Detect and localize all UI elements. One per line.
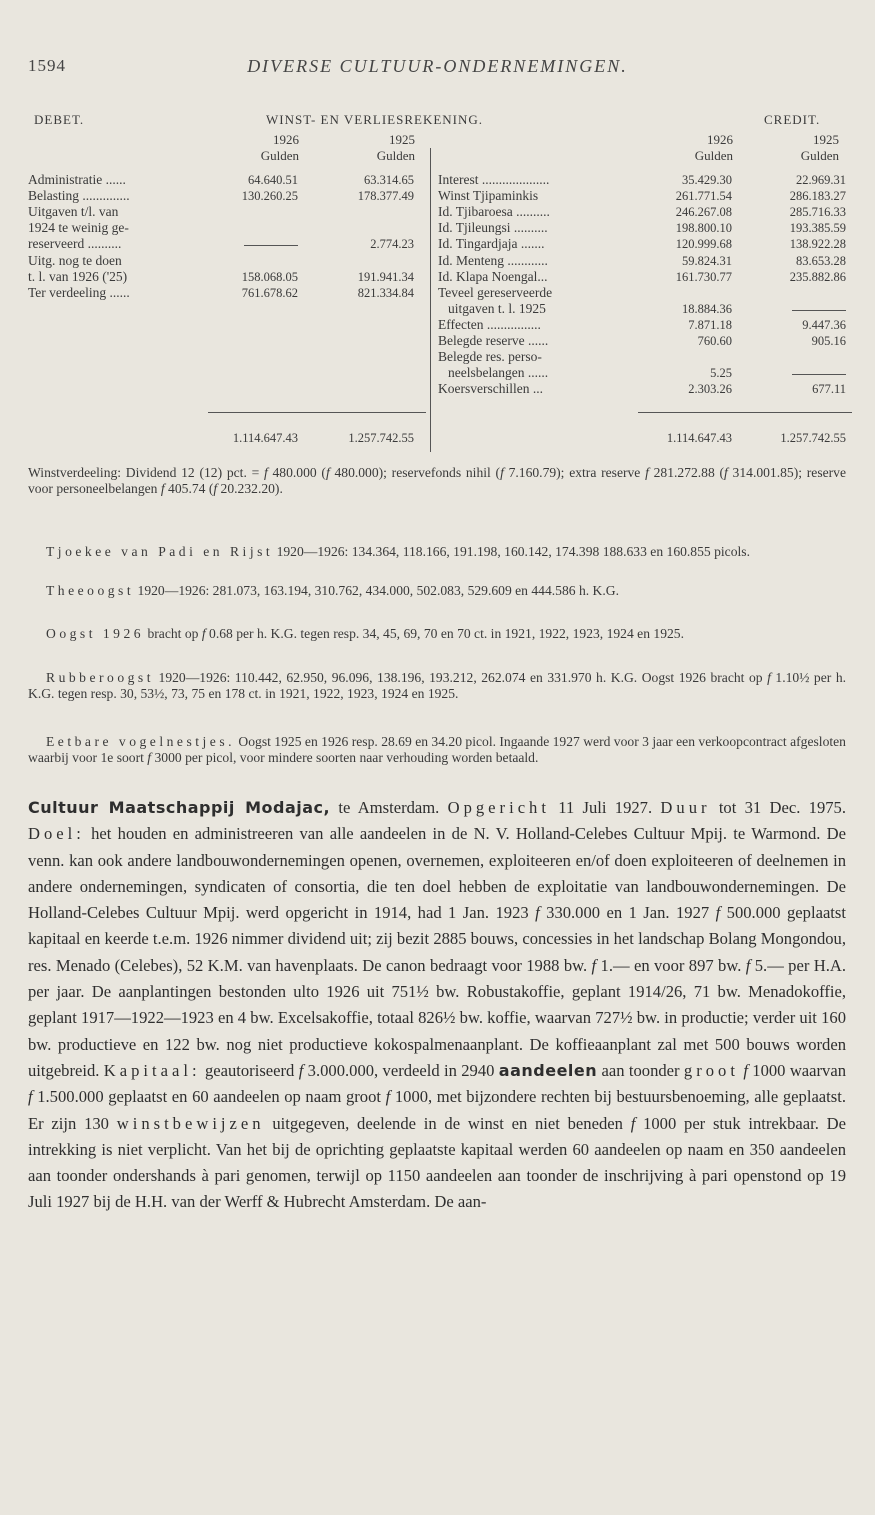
note-label: Tjoekee van Padi en Rijst (46, 544, 274, 559)
florin-sign: f (645, 465, 649, 480)
note-text: 1920—1926: 134.364, 118.166, 191.198, 160.142, 174.398 188.633 en 160.855 picols. (273, 544, 750, 559)
note-text: 405.74 ( (164, 480, 214, 496)
note-label: Oogst 1926 (46, 626, 145, 641)
value-1925: 83.653.28 (796, 254, 846, 268)
note-text: 1920—1926: 110.442, 62.950, 96.096, 138.196, 193.212, 262.074 en 331.970 h. K.G. Oogst 1926 bracht op (153, 670, 768, 685)
row-label: Belegde res. perso- (438, 349, 542, 364)
company-article (28, 795, 846, 1216)
row-label: neelsbelangen ...... (448, 365, 549, 380)
row-label: Effecten ................ (438, 317, 541, 332)
value-1926: 35.429.30 (682, 173, 732, 187)
value-1925: 22.969.31 (796, 173, 846, 187)
florin-sign: f (147, 749, 152, 765)
florin-sign: f (201, 626, 206, 641)
article-text: 1000, met bijzondere rechten bij bestuursbenoeming, alle geplaatst. Er zijn 130 (28, 1087, 846, 1133)
value-1926: 261.771.54 (675, 189, 732, 203)
value-1926: 246.267.08 (675, 205, 732, 219)
section-label: Doel: (28, 824, 85, 844)
article-text: 11 Juli 1927. (549, 798, 661, 817)
note-label: Rubberoogst (46, 670, 154, 685)
florin-sign: f (325, 465, 330, 480)
value-1925 (746, 301, 846, 317)
total-debet-1926: 1.114.647.43 (232, 431, 298, 445)
tea-harvest-note (28, 583, 846, 599)
note-text: 1920—1926: 281.073, 163.194, 310.762, 434.000, 502.083, 529.609 en 444.586 h. K.G. (134, 583, 619, 598)
col-year: 1925 (389, 132, 415, 147)
value-1926: 5.25 (710, 366, 732, 380)
col-unit: Gulden (694, 148, 733, 163)
harvest-1926-note (28, 626, 846, 642)
value-1925: 677.11 (812, 382, 846, 396)
note-text: 3000 per picol, voor mindere soorten naar verhouding worden betaald. (151, 749, 539, 765)
debet-label: DEBET. (34, 112, 85, 127)
col-unit: Gulden (800, 148, 839, 163)
nil-dash (792, 310, 846, 311)
article-text: uitgegeven, deelende in de winst en niet beneden (264, 1113, 631, 1133)
value-1925: 193.385.59 (789, 221, 846, 235)
value-1925: 9.447.36 (802, 318, 846, 332)
note-text: 0.68 per h. K.G. tegen resp. 34, 45, 69, 70 en 70 ct. in 1921, 1922, 1923, 1924 en 1925. (205, 626, 684, 641)
florin-sign: f (298, 1060, 304, 1080)
row-label: Interest .................... (438, 172, 550, 187)
florin-sign: f (160, 480, 165, 496)
article-text: 5.— per H.A. per jaar. De aanplantingen bestonden ulto 1926 uit 751½ bw. Robustakoffie, geplant 1914/26, 71 bw. Menadokoffie, geplant 1917—1922—1923 en 4 bw. Excelsakoffie, totaal 826½ bw. koffie, waarvan 727½ bw. in productie; verder uit 160 bw. productieve en 122 bw. nog niet productieve kokospalmenaanplant. De koffieaanplant zal met 500 bouws worden uitgebreid. (28, 955, 846, 1080)
value-1926: 760.60 (697, 334, 732, 348)
page-header (28, 56, 847, 86)
article-text: 1.500.000 geplaatst en 60 aandeelen op naam groot (32, 1087, 386, 1107)
note-text: Winstverdeeling: Dividend 12 (12) pct. = (28, 465, 264, 480)
row-label: uitgaven t. l. 1925 (448, 301, 546, 316)
note-text: 480.000 ( (267, 465, 326, 480)
florin-sign: f (743, 1060, 748, 1080)
row-label: Belegde reserve ...... (438, 333, 549, 348)
value-1926: 7.871.18 (688, 318, 732, 332)
florin-sign: f (213, 480, 218, 496)
row-label: reserveerd .......... (28, 236, 122, 251)
florin-sign: f (724, 465, 728, 480)
total-credit-1926: 1.114.647.43 (666, 431, 732, 445)
col-year: 1926 (273, 132, 299, 147)
value-1925: 63.314.65 (364, 173, 414, 187)
value-1926: 120.999.68 (675, 237, 732, 251)
value-1926: 761.678.62 (241, 286, 298, 300)
running-title: DIVERSE CULTUUR-ONDERNEMINGEN. (247, 56, 628, 76)
row-label: Koersverschillen ... (438, 381, 543, 396)
florin-sign: f (745, 955, 751, 975)
florin-sign: f (535, 903, 540, 923)
section-label: groot (683, 1060, 739, 1080)
company-name: Cultuur Maatschappij Modajac, (28, 798, 331, 817)
row-label: Belasting .............. (28, 188, 130, 203)
value-1926: 161.730.77 (675, 270, 732, 284)
value-1926: 198.800.10 (675, 221, 732, 235)
note-text: 20.232.20). (217, 480, 283, 496)
row-label: Id. Tingardjaja ....... (438, 236, 545, 251)
article-text: te Amsterdam. (330, 798, 448, 817)
article-text: geautoriseerd (200, 1060, 299, 1080)
florin-sign: f (385, 1087, 391, 1107)
note-label: Theeoogst (46, 583, 135, 598)
page-number: 1594 (28, 56, 66, 75)
article-text: aan toonder (597, 1060, 684, 1080)
article-text: 3.000.000, verdeeld in 2940 (303, 1060, 499, 1080)
row-label: 1924 te weinig ge- (28, 220, 129, 235)
profit-distribution-note (28, 465, 846, 496)
florin-sign: f (28, 1087, 33, 1107)
value-1926: 130.260.25 (241, 189, 298, 203)
article-text: 1000 per stuk intrekbaar. De intrekking is niet verplicht. Van het bij de oprichting geplaatste kapitaal werden 60 aandeelen op naam en 350 aandeelen aan toonder ondershands à pari genomen, terwijl op 1150 aandeelen aan toonder de inschrijving à pari openstond op 19 Juli 1927 bij de H.H. van der Werff & Hubrecht Amsterdam. De aan- (28, 1113, 846, 1212)
value-1925: 178.377.49 (357, 189, 414, 203)
row-label: Id. Tjibaroesa .......... (438, 204, 550, 219)
total-credit-1925: 1.257.742.55 (780, 431, 846, 445)
row-label: Uitg. nog te doen (28, 253, 122, 268)
article-text: 1.— en voor 897 bw. (596, 955, 746, 975)
shares-label: aandeelen (498, 1060, 598, 1080)
value-1925 (746, 365, 846, 381)
value-1925: 286.183.27 (789, 189, 846, 203)
padi-note (28, 544, 846, 560)
col-header-credit-1925 (744, 132, 839, 164)
note-label: Eetbare vogelnestjes. (46, 734, 236, 749)
florin-sign: f (767, 670, 771, 685)
value-1925: 821.334.84 (357, 286, 414, 300)
column-divider (430, 148, 431, 452)
row-label: Id. Tjileungsi .......... (438, 220, 548, 235)
value-1925: 235.882.86 (789, 270, 846, 284)
col-year: 1926 (707, 132, 733, 147)
rubber-harvest-note (28, 670, 846, 701)
note-text: 314.001.85); reserve voor personeelbelangen (28, 465, 846, 496)
note-text: 281.272.88 ( (648, 465, 725, 480)
value-1926 (198, 236, 298, 252)
col-unit: Gulden (376, 148, 415, 163)
article-text: 500.000 geplaatst kapitaal en keerde t.e.m. 1926 nimmer dividend uit; zij bezit 2885 bouws, concessies in het landschap Bolang Mongondou, res. Menado (Celebes), 52 K.M. van havenplaats. De canon bedraagt voor 1988 bw. (28, 903, 846, 975)
value-1926: 59.824.31 (682, 254, 732, 268)
row-label: Teveel gereserveerde (438, 285, 553, 300)
note-text: 7.160.79); extra reserve (503, 465, 646, 480)
total-rule (638, 412, 852, 413)
nil-dash (792, 374, 846, 375)
value-1926: 158.068.05 (241, 270, 298, 284)
note-text: bracht op (144, 626, 202, 641)
florin-sign: f (500, 465, 504, 480)
row-label: Winst Tjipaminkis (438, 188, 539, 203)
col-header-credit-1926 (638, 132, 733, 164)
row-label: Uitgaven t/l. van (28, 204, 119, 219)
value-1925: 2.774.23 (370, 237, 414, 251)
article-text: 330.000 en 1 Jan. 1927 (539, 903, 716, 923)
birds-nest-note (28, 734, 846, 765)
col-unit: Gulden (260, 148, 299, 163)
note-text: Oogst 1925 en 1926 resp. 28.69 en 34.20 picol. Ingaande 1927 werd voor 3 jaar een verkoopcontract afgesloten waarbij voor 1e soort (28, 734, 846, 765)
florin-sign: f (263, 465, 268, 480)
row-label: Administratie ...... (28, 172, 126, 187)
value-1925: 285.716.33 (789, 205, 846, 219)
florin-sign: f (715, 903, 721, 923)
article-text: tot 31 Dec. 1975. (710, 798, 846, 817)
row-label: Id. Menteng ............ (438, 253, 548, 268)
florin-sign: f (630, 1113, 636, 1133)
total-debet-1925: 1.257.742.55 (348, 431, 414, 445)
col-header-debet-1925 (320, 132, 415, 164)
value-1926: 18.884.36 (682, 302, 732, 316)
value-1926: 64.640.51 (248, 173, 298, 187)
value-1925: 905.16 (811, 334, 846, 348)
value-1925: 191.941.34 (357, 270, 414, 284)
value-1926: 2.303.26 (688, 382, 732, 396)
row-label: t. l. van 1926 ('25) (28, 269, 128, 284)
credit-label: CREDIT. (764, 112, 821, 127)
note-text: 480.000); reservefonds nihil ( (329, 465, 501, 480)
section-label: Kapitaal: (103, 1060, 201, 1080)
col-year: 1925 (813, 132, 839, 147)
section-label: Duur (660, 798, 711, 817)
col-header-debet-1926 (204, 132, 299, 164)
row-label: Id. Klapa Noengal... (438, 269, 548, 284)
row-label: Ter verdeeling ...... (28, 285, 130, 300)
section-label: winstbewijzen (116, 1113, 265, 1133)
nil-dash (244, 245, 298, 246)
article-text: het houden en administreeren van alle aandeelen in de N. V. Holland-Celebes Cultuur Mpij. te Warmond. De venn. kan ook andere landbouwondernemingen openen, overnemen, exploiteeren en/of doen exploiteeren of deelnemen in andere ondernemingen, syndicaten of consortia, die ten doel hebben de exploitatie van landbouwondernemingen. De Holland-Celebes Cultuur Mpij. werd opgericht in 1914, had 1 Jan. 1923 (28, 824, 846, 923)
article-text: 1000 waarvan (747, 1060, 847, 1080)
note-text: 1.10½ per h. K.G. tegen resp. 30, 53½, 73, 75 en 178 ct. in 1921, 1922, 1923, 1924 en 1925. (28, 670, 847, 701)
account-title: WINST- EN VERLIESREKENING. (266, 112, 484, 127)
section-label: Opgericht (447, 798, 550, 817)
total-rule (208, 412, 426, 413)
florin-sign: f (591, 955, 597, 975)
value-1925: 138.922.28 (789, 237, 846, 251)
